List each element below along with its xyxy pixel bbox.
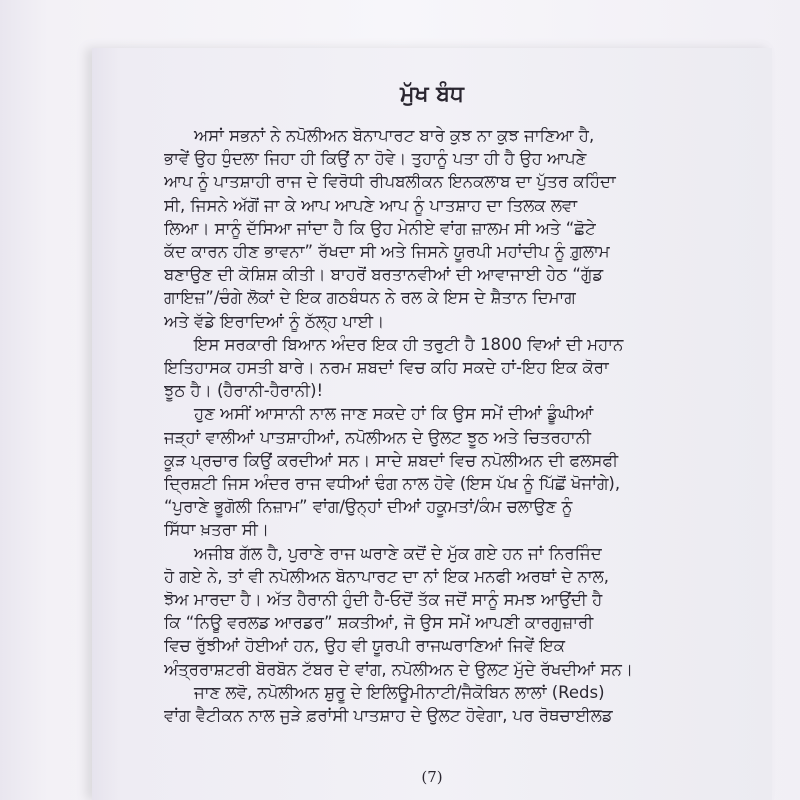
text-line: ਜੜ੍ਹਾਂ ਵਾਲੀਆਂ ਪਾਤਸ਼ਾਹੀਆਂ, ਨਪੋਲੀਅਨ ਦੇ ਉਲਟ ਝੂਠ ਅਤੇ ਚਿਤਰਹਾਨੀ — [164, 427, 591, 447]
text-line: ਭਾਵੇਂ ਉਹ ਧੁੰਦਲਾ ਜਿਹਾ ਹੀ ਕਿਉਂ ਨਾ ਹੋਵੇ। ਤੁਹਾਨੂੰ ਪਤਾ ਹੀ ਹੈ ਉਹ ਆਪਣੇ — [164, 149, 587, 169]
text-line: ਦ੍ਰਿਸ਼ਟੀ ਜਿਸ ਅੰਦਰ ਰਾਜ ਵਧੀਆਂ ਢੰਗ ਨਾਲ ਹੋਵੇ (ਇਸ ਪੱਖ ਨੂੰ ਪਿੱਛੋਂ ਖੋਜਾਂਗੇ), — [164, 474, 621, 494]
text-line: ਸੀ, ਜਿਸਨੇ ਅੱਗੋਂ ਜਾ ਕੇ ਆਪ ਆਪਣੇ ਆਪ ਨੂੰ ਪਾਤਸ਼ਾਹ ਦਾ ਤਿਲਕ ਲਵਾ — [164, 195, 578, 215]
text-line: ਕਿ “ਨਿਊ ਵਰਲਡ ਆਰਡਰ” ਸ਼ਕਤੀਆਂ, ਜੋ ਉਸ ਸਮੇਂ ਆਪਣੀ ਕਾਰਗੁਜ਼ਾਰੀ — [164, 613, 594, 633]
paragraph — [164, 542, 754, 681]
text-line: ਬਣਾਉਣ ਦੀ ਕੋਸ਼ਿਸ਼ ਕੀਤੀ। ਬਾਹਰੋਂ ਬਰਤਾਨਵੀਆਂ ਦੀ ਆਵਾਜਾਈ ਹੇਠ “ਗੁੱਡ — [164, 265, 604, 285]
text-line: ਵਾਂਗ ਵੈਟੀਕਨ ਨਾਲ ਜੁੜੇ ਫ਼ਰਾਂਸੀ ਪਾਤਸ਼ਾਹ ਦੇ ਉਲਟ ਹੋਵੇਗਾ, ਪਰ ਰੋਥਚਾਈਲਡ — [164, 706, 613, 726]
text-line: ਲਿਆ। ਸਾਨੂੰ ਦੱਸਿਆ ਜਾਂਦਾ ਹੈ ਕਿ ਉਹ ਮੇਨੀਏ ਵਾਂਗ ਜ਼ਾਲਮ ਸੀ ਅਤੇ “ਛੋਟੇ — [164, 218, 596, 238]
text-line: ਜਾਣ ਲਵੋ, ਨਪੋਲੀਅਨ ਸ਼ੁਰੂ ਦੇ ਇਲਿਊਮੀਨਾਟੀ/ਜੈਕੋਬਿਨ ਲਾਲਾਂ (Reds) — [194, 682, 605, 702]
text-line: ਹੋ ਗਏ ਨੇ, ਤਾਂ ਵੀ ਨਪੋਲੀਅਨ ਬੋਨਾਪਾਰਟ ਦਾ ਨਾਂ ਇਕ ਮਨਫੀ ਅਰਥਾਂ ਦੇ ਨਾਲ, — [164, 566, 609, 586]
text-line: ਹੁਣ ਅਸੀਂ ਆਸਾਨੀ ਨਾਲ ਜਾਣ ਸਕਦੇ ਹਾਂ ਕਿ ਉਸ ਸਮੇਂ ਦੀਆਂ ਡੂੰਘੀਆਂ — [194, 404, 594, 424]
body-text — [164, 124, 754, 727]
text-line: ਕੱਦ ਕਾਰਨ ਹੀਣ ਭਾਵਨਾ” ਰੱਖਦਾ ਸੀ ਅਤੇ ਜਿਸਨੇ ਯੂਰਪੀ ਮਹਾਂਦੀਪ ਨੂੰ ਗ਼ੁਲਾਮ — [164, 242, 610, 262]
page-number: (7) — [421, 768, 443, 786]
text-line: ਗਾਇਜ਼”/ਚੰਗੇ ਲੋਕਾਂ ਦੇ ਇਕ ਗਠਬੰਧਨ ਨੇ ਰਲ ਕੇ ਇਸ ਦੇ ਸ਼ੈਤਾਨ ਦਿਮਾਗ — [164, 288, 576, 308]
text-line: ਇਸ ਸਰਕਾਰੀ ਬਿਆਨ ਅੰਦਰ ਇਕ ਹੀ ਤਰੁਟੀ ਹੈ 1800 ਵਿਆਂ ਦੀ ਮਹਾਨ — [194, 334, 624, 354]
text-line: ਆਪ ਨੂੰ ਪਾਤਸ਼ਾਹੀ ਰਾਜ ਦੇ ਵਿਰੋਧੀ ਰੀਪਬਲੀਕਨ ਇਨਕਲਾਬ ਦਾ ਪੁੱਤਰ ਕਹਿੰਦਾ — [164, 172, 616, 192]
paragraph — [164, 681, 754, 727]
chapter-heading: ਮੁੱਖ ਬੰਧ — [400, 82, 464, 107]
paragraph — [164, 124, 754, 333]
text-line: “ਪੁਰਾਣੇ ਭੂਗੋਲੀ ਨਿਜ਼ਾਮ” ਵਾਂਗ/ਉਨ੍ਹਾਂ ਦੀਆਂ ਹਕੂਮਤਾਂ/ਕੰਮ ਚਲਾਉਣ ਨੂੰ — [164, 497, 573, 517]
text-line: ਅਤੇ ਵੱਡੇ ਇਰਾਦਿਆਂ ਨੂੰ ਠੱਲ੍ਹ ਪਾਈ। — [164, 311, 385, 331]
text-line: ਝੂਠ ਹੈ। (ਹੈਰਾਨੀ-ਹੈਰਾਨੀ)! — [164, 381, 324, 401]
text-line: ਸਿੱਧਾ ਖ਼ਤਰਾ ਸੀ। — [164, 520, 269, 540]
paragraph — [164, 333, 754, 403]
text-line: ਇਤਿਹਾਸਕ ਹਸਤੀ ਬਾਰੇ। ਨਰਮ ਸ਼ਬਦਾਂ ਵਿਚ ਕਹਿ ਸਕਦੇ ਹਾਂ-ਇਹ ਇਕ ਕੋਰਾ — [164, 358, 609, 378]
text-line: ਅਜੀਬ ਗੱਲ ਹੈ, ਪੁਰਾਣੇ ਰਾਜ ਘਰਾਣੇ ਕਦੋਂ ਦੇ ਮੁੱਕ ਗਏ ਹਨ ਜਾਂ ਨਿਰਜਿੰਦ — [194, 543, 602, 563]
text-line: ਵਿਚ ਰੁੱਝੀਆਂ ਹੋਈਆਂ ਹਨ, ਉਹ ਵੀ ਯੂਰਪੀ ਰਾਜਘਰਾਣਿਆਂ ਜਿਵੇਂ ਇਕ — [164, 636, 565, 656]
text-line: ਅਸਾਂ ਸਭਨਾਂ ਨੇ ਨਪੋਲੀਅਨ ਬੋਨਾਪਾਰਟ ਬਾਰੇ ਕੁਝ ਨਾ ਕੁਝ ਜਾਣਿਆ ਹੈ, — [194, 126, 595, 145]
text-line: ਕੂੜ ਪ੍ਰਚਾਰ ਕਿਉਂ ਕਰਦੀਆਂ ਸਨ। ਸਾਦੇ ਸ਼ਬਦਾਂ ਵਿਚ ਨਪੋਲੀਅਨ ਦੀ ਫਲਸਫੀ — [164, 450, 619, 470]
paragraph — [164, 402, 754, 541]
text-line: ਅੰਤ੍ਰਰਾਸ਼ਟਰੀ ਬੋਰਬੋਨ ਟੱਬਰ ਦੇ ਵਾਂਗ, ਨਪੋਲੀਅਨ ਦੇ ਉਲਟ ਮੁੱਦੇ ਰੱਖਦੀਆਂ ਸਨ। — [164, 659, 633, 679]
book-page — [92, 48, 772, 800]
text-line: ਝੋਅ ਮਾਰਦਾ ਹੈ। ਅੱਤ ਹੈਰਾਨੀ ਹੁੰਦੀ ਹੈ-ਓਦੋਂ ਤੱਕ ਜਦੋਂ ਸਾਨੂੰ ਸਮਝ ਆਉਂਦੀ ਹੈ — [164, 590, 603, 610]
